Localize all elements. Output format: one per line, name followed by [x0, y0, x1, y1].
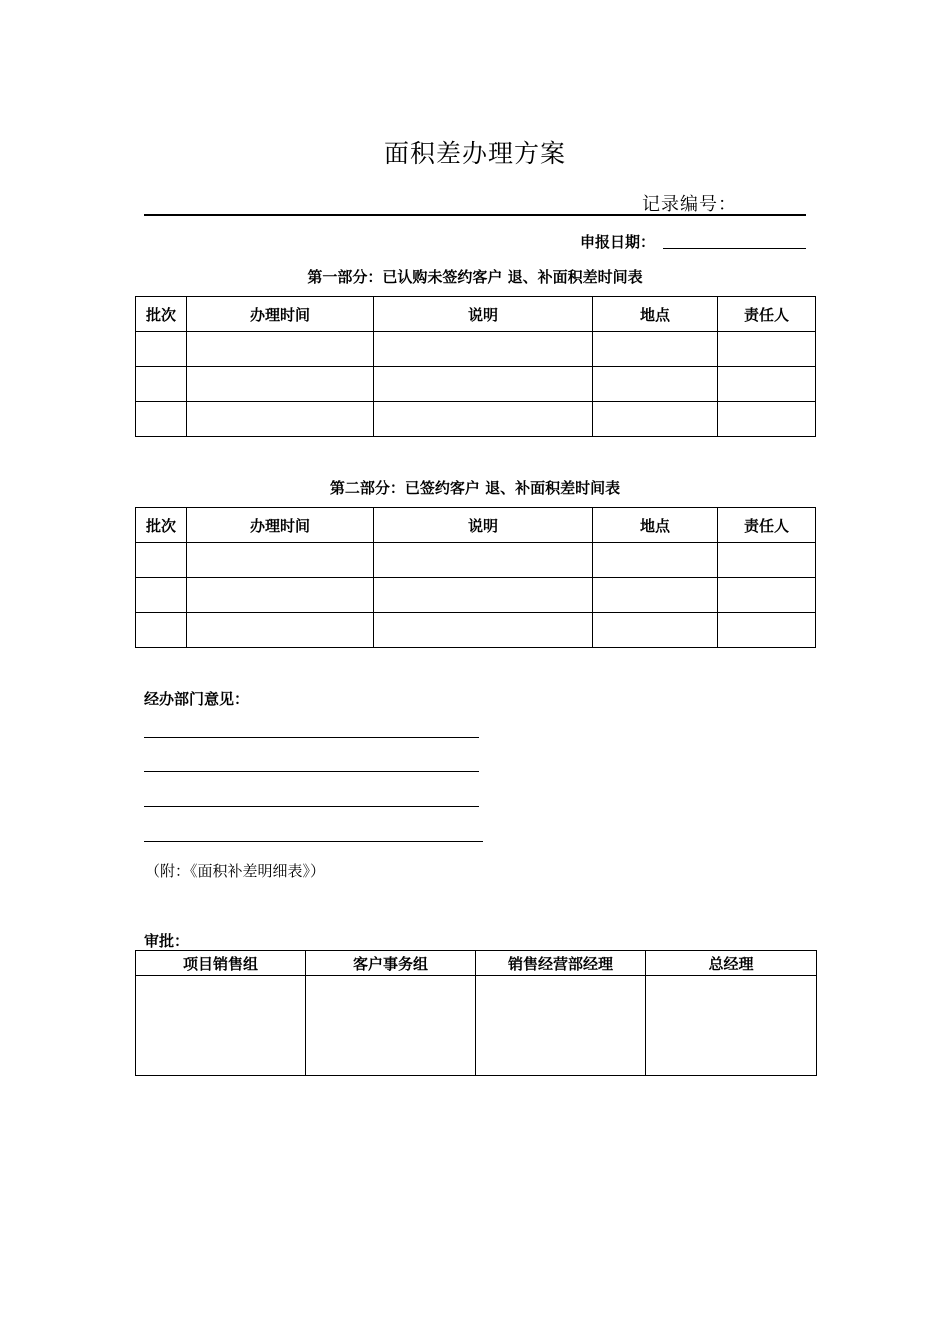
- table-row: [136, 543, 816, 578]
- table-cell[interactable]: [374, 578, 593, 613]
- table-cell[interactable]: [374, 402, 593, 437]
- table-cell[interactable]: [374, 367, 593, 402]
- header-responsible: 责任人: [718, 508, 816, 543]
- table-header-row: [136, 297, 816, 332]
- attachment-note: （附：《面积补差明细表》）: [145, 862, 326, 880]
- approval-header-sales-team: 项目销售组: [136, 951, 306, 976]
- header-description: 说明: [374, 508, 593, 543]
- table-row: [136, 402, 816, 437]
- table-row: [136, 332, 816, 367]
- table-cell[interactable]: [136, 332, 187, 367]
- record-number-label: 记录编号：: [642, 194, 737, 215]
- part1-table: [135, 296, 816, 437]
- header-divider: [144, 214, 806, 216]
- table-row: [136, 367, 816, 402]
- approval-header-row: [136, 951, 817, 976]
- table-cell[interactable]: [718, 578, 816, 613]
- opinion-line[interactable]: [144, 806, 479, 807]
- table-cell[interactable]: [593, 543, 718, 578]
- header-batch: 批次: [136, 508, 187, 543]
- approval-cell[interactable]: [136, 976, 306, 1076]
- opinion-line[interactable]: [144, 771, 479, 772]
- table-cell[interactable]: [718, 332, 816, 367]
- approval-header-customer-affairs: 客户事务组: [306, 951, 476, 976]
- table-cell[interactable]: [593, 402, 718, 437]
- table-cell[interactable]: [187, 578, 374, 613]
- table-cell[interactable]: [374, 613, 593, 648]
- apply-date-label: 申报日期：: [580, 233, 656, 251]
- table-cell[interactable]: [718, 367, 816, 402]
- approval-cell[interactable]: [646, 976, 817, 1076]
- table-cell[interactable]: [593, 613, 718, 648]
- approval-cell[interactable]: [306, 976, 476, 1076]
- table-cell[interactable]: [187, 402, 374, 437]
- table-cell[interactable]: [718, 402, 816, 437]
- table-cell[interactable]: [187, 367, 374, 402]
- table-cell[interactable]: [593, 578, 718, 613]
- opinion-line[interactable]: [144, 841, 483, 842]
- table-cell[interactable]: [187, 613, 374, 648]
- table-cell[interactable]: [593, 367, 718, 402]
- table-cell[interactable]: [136, 367, 187, 402]
- table-cell[interactable]: [374, 332, 593, 367]
- header-time: 办理时间: [187, 297, 374, 332]
- table-cell[interactable]: [374, 543, 593, 578]
- table-cell[interactable]: [187, 332, 374, 367]
- approval-signature-row: [136, 976, 817, 1076]
- apply-date-field[interactable]: [663, 248, 806, 249]
- table-cell[interactable]: [718, 543, 816, 578]
- table-cell[interactable]: [187, 543, 374, 578]
- table-row: [136, 613, 816, 648]
- approval-header-sales-manager: 销售经营部经理: [476, 951, 646, 976]
- table-cell[interactable]: [136, 613, 187, 648]
- header-location: 地点: [593, 297, 718, 332]
- table-row: [136, 578, 816, 613]
- table-cell[interactable]: [593, 332, 718, 367]
- table-cell[interactable]: [718, 613, 816, 648]
- header-batch: 批次: [136, 297, 187, 332]
- header-time: 办理时间: [187, 508, 374, 543]
- table-cell[interactable]: [136, 578, 187, 613]
- header-description: 说明: [374, 297, 593, 332]
- table-header-row: [136, 508, 816, 543]
- approval-header-general-manager: 总经理: [646, 951, 817, 976]
- part2-table: [135, 507, 816, 648]
- approval-label: 审批：: [144, 932, 190, 950]
- table-cell[interactable]: [136, 543, 187, 578]
- page-title: 面积差办理方案: [383, 139, 566, 168]
- approval-cell[interactable]: [476, 976, 646, 1076]
- header-responsible: 责任人: [718, 297, 816, 332]
- part2-title: 第二部分：已签约客户 退、补面积差时间表: [329, 479, 621, 497]
- header-location: 地点: [593, 508, 718, 543]
- opinion-label: 经办部门意见：: [144, 690, 250, 708]
- part1-title: 第一部分：已认购未签约客户 退、补面积差时间表: [307, 268, 643, 286]
- approval-table: [135, 950, 817, 1076]
- opinion-line[interactable]: [144, 737, 479, 738]
- table-cell[interactable]: [136, 402, 187, 437]
